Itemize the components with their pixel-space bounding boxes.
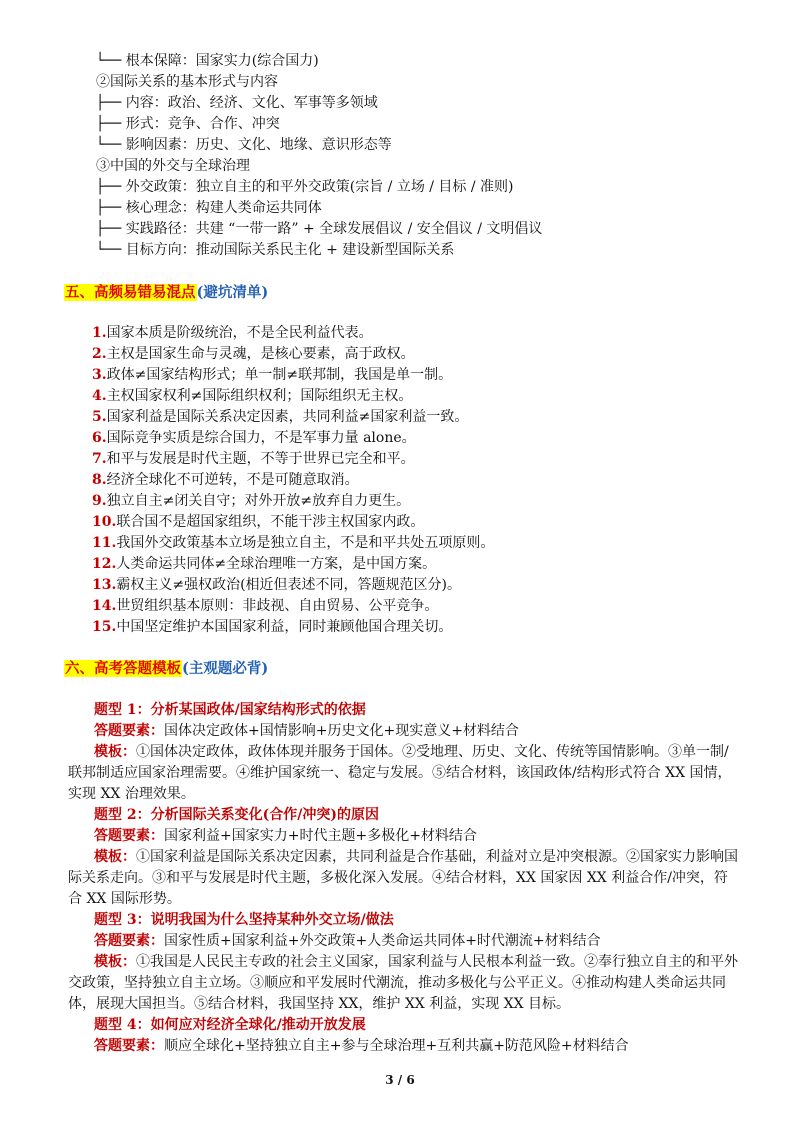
list-item: 9.独立自主≠闭关自守；对外开放≠放弃自力更生。: [92, 493, 411, 509]
answer-template: 模板：①国体决定政体，政体体现并服务于国体。②受地理、历史、文化、传统等国情影响。③单一制/联邦制适应国家治理需要。④维护国家统一、稳定与发展。⑤结合材料，该国政体/结构形式符合 XX 国情，实现 XX 治理效果。: [68, 744, 732, 802]
list-item: 11.我国外交政策基本立场是独立自主，不是和平共处五项原则。: [92, 535, 495, 551]
tree-heading: ②国际关系的基本形式与内容: [96, 74, 278, 90]
list-item: 5.国家利益是国际关系决定因素，共同利益≠国家利益一致。: [92, 409, 469, 425]
answer-elements: 答题要素：国体决定政体+国情影响+历史文化+现实意义+材料结合: [94, 723, 519, 739]
answer-template: 模板：①国家利益是国际关系决定因素，共同利益是合作基础，利益对立是冲突根源。②国家实力影响国际关系走向。③和平与发展是时代主题，多极化深入发展。④结合材料，XX 国家因 XX 利益合作/冲突，符合 XX 国际形势。: [68, 849, 738, 907]
question-type-title: 题型 4：如何应对经济全球化/推动开放发展: [94, 1017, 366, 1033]
section-heading: [64, 659, 268, 679]
question-type-title: 题型 1：分析某国政体/国家结构形式的依据: [94, 702, 366, 718]
section-title: 五、高频易错易混点: [65, 284, 196, 301]
question-type-title: 题型 3：说明我国为什么坚持某种外交立场/做法: [94, 912, 394, 928]
tree-line: ├── 实践路径：共建 “一带一路” + 全球发展倡议 / 安全倡议 / 文明倡议: [96, 221, 543, 237]
section-heading: [64, 283, 268, 303]
list-item: 14.世贸组织基本原则：非歧视、自由贸易、公平竞争。: [92, 598, 439, 614]
page-number: 3 / 6: [385, 1073, 415, 1087]
tree-heading: ③中国的外交与全球治理: [96, 158, 250, 174]
section-subtitle: (主观题必背): [182, 660, 269, 677]
list-item: 4.主权国家权利≠国际组织权利；国际组织无主权。: [92, 388, 413, 404]
tree-line: ├── 内容：政治、经济、文化、军事等多领域: [96, 95, 378, 111]
answer-elements: 答题要素：国家利益+国家实力+时代主题+多极化+材料结合: [94, 828, 477, 844]
list-item: 8.经济全球化不可逆转，不是可随意取消。: [92, 472, 359, 488]
tree-line: └── 根本保障：国家实力(综合国力): [96, 53, 319, 69]
list-item: 15.中国坚定维护本国国家利益，同时兼顾他国合理关切。: [92, 619, 453, 635]
answer-template: 模板：①我国是人民民主专政的社会主义国家，国家利益与人民根本利益一致。②奉行独立自主的和平外交政策，坚持独立自主立场。③顺应和平发展时代潮流，推动多极化与公平正义。④推动构建人类命运共同体，展现大国担当。⑤结合材料，我国坚持 XX，维护 XX 利益，实现 XX 目标。: [68, 954, 738, 1012]
tree-line: ├── 核心理念：构建人类命运共同体: [96, 200, 322, 216]
tree-line: └── 目标方向：推动国际关系民主化 + 建设新型国际关系: [96, 242, 455, 258]
list-item: 6.国际竞争实质是综合国力，不是军事力量 alone。: [92, 430, 416, 446]
list-item: 1.国家本质是阶级统治，不是全民利益代表。: [92, 325, 373, 341]
tree-line: ├── 外交政策：独立自主的和平外交政策(宗旨 / 立场 / 目标 / 准则): [96, 179, 514, 195]
list-item: 10.联合国不是超国家组织，不能干涉主权国家内政。: [92, 514, 425, 530]
list-item: 2.主权是国家生命与灵魂，是核心要素，高于政权。: [92, 346, 415, 362]
list-item: 3.政体≠国家结构形式；单一制≠联邦制，我国是单一制。: [92, 367, 453, 383]
tree-line: └── 影响因素：历史、文化、地缘、意识形态等: [96, 137, 392, 153]
section-title: 六、高考答题模板: [65, 660, 181, 677]
question-type-title: 题型 2：分析国际关系变化(合作/冲突)的原因: [94, 807, 379, 823]
list-item: 13.霸权主义≠强权政治(相近但表述不同，答题规范区分)。: [92, 577, 462, 593]
list-item: 7.和平与发展是时代主题，不等于世界已完全和平。: [92, 451, 415, 467]
list-item: 12.人类命运共同体≠全球治理唯一方案，是中国方案。: [92, 556, 437, 572]
tree-line: ├── 形式：竞争、合作、冲突: [96, 116, 280, 132]
section-subtitle: (避坑清单): [196, 284, 269, 301]
answer-elements: 答题要素：国家性质+国家利益+外交政策+人类命运共同体+时代潮流+材料结合: [94, 933, 601, 949]
answer-elements: 答题要素：顺应全球化+坚持独立自主+参与全球治理+互利共赢+防范风险+材料结合: [94, 1038, 629, 1054]
